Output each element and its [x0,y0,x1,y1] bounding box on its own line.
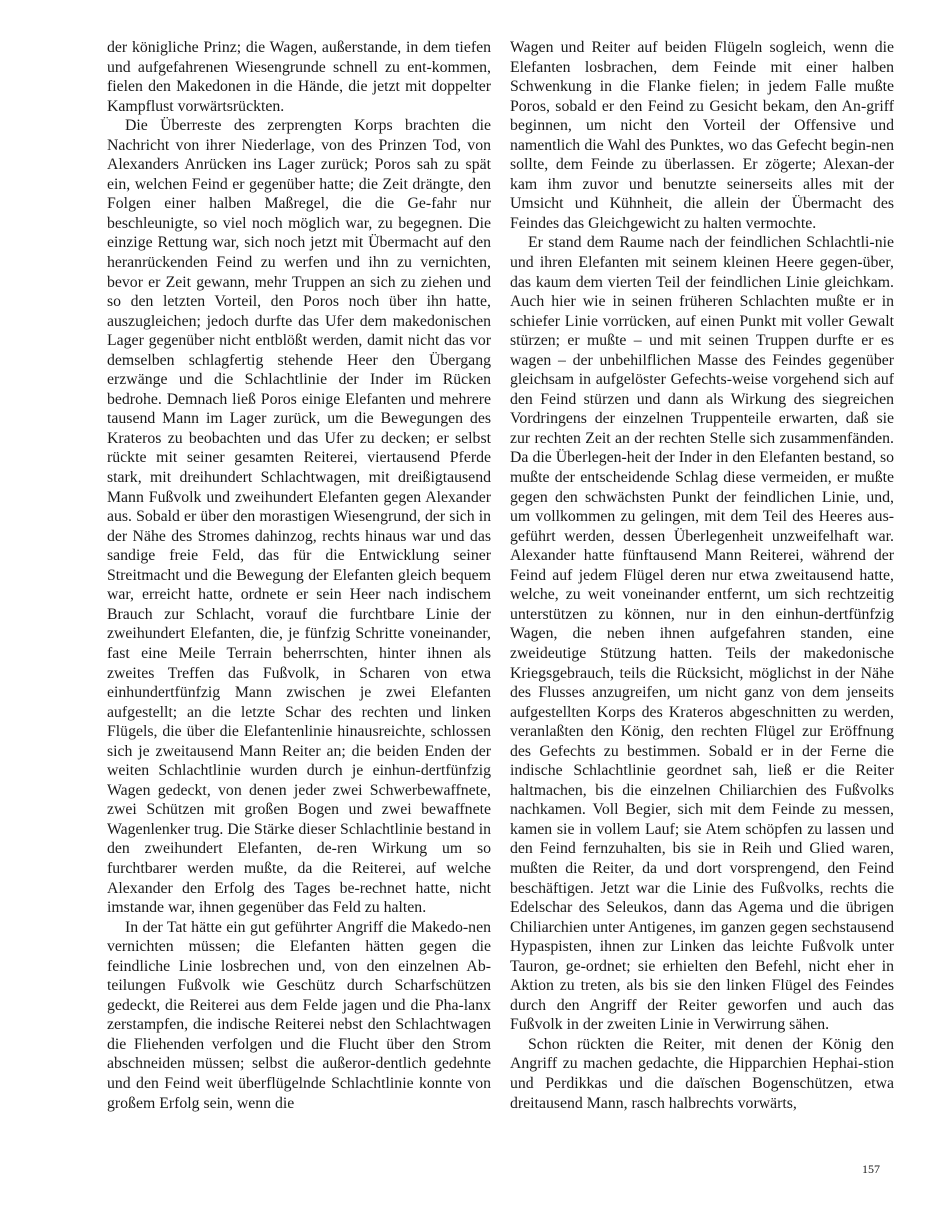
paragraph: In der Tat hätte ein gut geführter Angriff die Makedo-nen vernichten müssen; die Elefanten hätten gegen die feindliche Linie losbrechen und, von den einzelnen Ab-teilungen Fußvolk wie Geschütz durch Scharfschützen gedeckt, die Reiterei aus dem Felde jagen und die Pha-lanx zerstampfen, die indische Reiterei nebst den Schlachtwagen die Fliehenden verfolgen und die Flucht über den Strom abschneiden müssen; selbst die außeror-dentlich gedehnte und den Feind weit überflügelnde Schlachtlinie konnte von großem Erfolg sein, wenn die [107,918,491,1112]
paragraph: Wagen und Reiter auf beiden Flügeln sogleich, wenn die Elefanten losbrachen, dem Feinde mit einer halben Schwenkung in die Flanke fielen; in jedem Falle mußte Poros, sobald er den Feind zu Gesicht bekam, den An-griff beginnen, um nicht den Vorteil der Offensive und namentlich die Wahl des Punktes, wo das Gefecht begin-nen sollte, dem Feinde zu überlassen. Er zögerte; Alexan-der kam ihm zuvor und benutzte seinerseits alles mit der Umsicht und Kühnheit, die allein der Übermacht des Feindes das Gleichgewicht zu halten vermochte. [510,39,894,232]
paragraph: Er stand dem Raume nach der feindlichen Schlachtli-nie und ihren Elefanten mit seinem kleinen Heere gegen-über, das kaum dem vierten Teil der feindlichen Linie gleichkam. Auch hier wie in seinen früheren Schlachten mußte er in schiefer Linie vorrücken, auf einen Punkt mit voller Gewalt stürzen; er mußte – und mit seinen Truppen durfte er es wagen – der unbehilflichen Masse des Feindes gegenüber gleichsam in aufgelöster Gefechts-weise vorgehend sich auf den Feind stürzen und dann als Wirkung des siegreichen Vordringens der einzelnen Truppenteile erwarten, daß sie zur rechten Zeit an der rechten Stelle sich zusammenfänden. Da die Überlegen-heit der Inder in den Elefanten bestand, so mußte der entscheidende Schlag diese vermeiden, er mußte gegen den schwächsten Punkt der feindlichen Linie, und, um vollkommen zu gelingen, mit dem Teil des Heeres aus-geführt werden, dessen Überlegenheit unzweifelhaft war. Alexander hatte fünftausend Mann Reiterei, während der Feind auf jedem Flügel deren nur etwa zweitausend hatte, welche, zu weit voneinander entfernt, um sich rechtzeitig unterstützen zu können, nur in den einhun-dertfünfzig Wagen, die neben ihnen aufgefahren standen, eine zweideutige Stützung hatten. Teils der makedonische Kriegsgebrauch, teils die Rücksicht, möglichst in der Nähe des Flusses anzugreifen, um nicht ganz von dem jenseits aufgestellten Korps des Krateros abgeschnitten zu werden, veranlaßten den König, den rechten Flügel zur Eröffnung des Gefechts zu bestimmen. Sobald er in der Ferne die indische Schlachtlinie geordnet sah, ließ er die Reiter haltmachen, bis die einzelnen Chiliarchien des Fußvolks nachkamen. Voll Begier, sich mit dem Feinde zu messen, kamen sie in vollem Lauf; sie Atem schöpfen zu lassen und den Feind fernzuhalten, bis sie in Reih und Glied waren, mußten die Reiter, da und dort vorsprengend, den Feind beschäftigen. Jetzt war die Linie des Fußvolks, rechts die Edelschar des Seleukos, dann das Agema und die übrigen Chiliarchien unter Antigenes, im ganzen gegen sechstausend Hypaspisten, ihnen zur Linken das leichte Fußvolk unter Tauron, ge-ordnet; sie erhielten den Befehl, nicht eher in Aktion zu treten, als bis sie den linken Flügel des Feindes durch den Angriff der Reiter geworfen und auch das Fußvolk in der zweiten Linie in Verwirrung sähen. [510,234,894,1034]
right-column [510,38,894,1113]
left-column [107,38,491,1113]
paragraph: Die Überreste des zerprengten Korps brachten die Nachricht von ihrer Niederlage, von des Prinzen Tod, von Alexanders Anrücken ins Lager zurück; Poros sah zu spät ein, welchen Feind er gegenüber hatte; die Zeit drängte, den Folgen einer halben Maßregel, die die Ge-fahr nur beschleunigte, so viel noch möglich war, zu begegnen. Die einzige Rettung war, sich noch jetzt mit Übermacht auf den heranrückenden Feind zu werfen und ihn zu vernichten, bevor er Zeit gewann, mehr Truppen an sich zu ziehen und so den letzten Vorteil, den Poros noch über ihn hatte, auszugleichen; jedoch durfte das Ufer dem makedonischen Lager gegenüber nicht entblößt werden, damit nicht das vor demselben schlagfertig stehende Heer den Übergang erzwänge und die Schlachtlinie der Inder im Rücken bedrohe. Demnach ließ Poros einige Elefanten und mehrere tausend Mann im Lager zurück, um die Bewegungen des Krateros zu beobachten und das Ufer zu decken; er selbst rückte mit seiner gesamten Reiterei, viertausend Pferde stark, mit dreihundert Schlachtwagen, mit dreißigtausend Mann Fußvolk und zweihundert Elefanten gegen Alexander aus. Sobald er über den morastigen Wiesengrund, der sich in der Nähe des Stromes dahinzog, rechts hinaus war und das sandige freie Feld, das für die Entwicklung seiner Streitmacht und die Bewegung der Elefanten gleich bequem war, erreicht hatte, ordnete er sein Heer nach indischem Brauch zur Schlacht, vorauf die furchtbare Linie der zweihundert Elefanten, die, je fünfzig Schritte voneinander, fast eine Meile Terrain beherrschten, hinter ihnen als zweites Treffen das Fußvolk, in Scharen von etwa einhundertfünfzig Mann zwischen je zwei Elefanten aufgestellt; an die letzte Schar des rechten und linken Flügels, die über die Elefantenlinie hinausreichte, schlossen sich je zweitausend Mann Reiter an; die beiden Enden der weiten Schlachtlinie wurden durch je einhun-dertfünfzig Wagen gedeckt, von denen jeder zwei Schwerbewaffnete, zwei Schützen mit großen Bogen und zwei bewaffnete Wagenlenker trug. Die Stärke dieser Schlachtlinie bestand in den zweihundert Elefanten, de-ren Wirkung um so furchtbarer werden mußte, da die Reiterei, auf welche Alexander den Erfolg des Tages be-rechnet hatte, nicht imstande war, ihnen gegenüber das Feld zu halten. [107,117,491,917]
paragraph: der königliche Prinz; die Wagen, außerstande, in dem tiefen und aufgefahrenen Wiesengrunde schnell zu ent-kommen, fielen den Makedonen in die Hände, die jetzt mit doppelter Kampflust vorwärtsrückten. [107,39,491,115]
paragraph: Schon rückten die Reiter, mit denen der König den Angriff zu machen gedachte, die Hipparchien Hephai-stion und Perdikkas und die daïschen Bogenschützen, etwa dreitausend Mann, rasch halbrechts vorwärts, [510,1035,894,1112]
page-number: 157 [862,1162,880,1176]
